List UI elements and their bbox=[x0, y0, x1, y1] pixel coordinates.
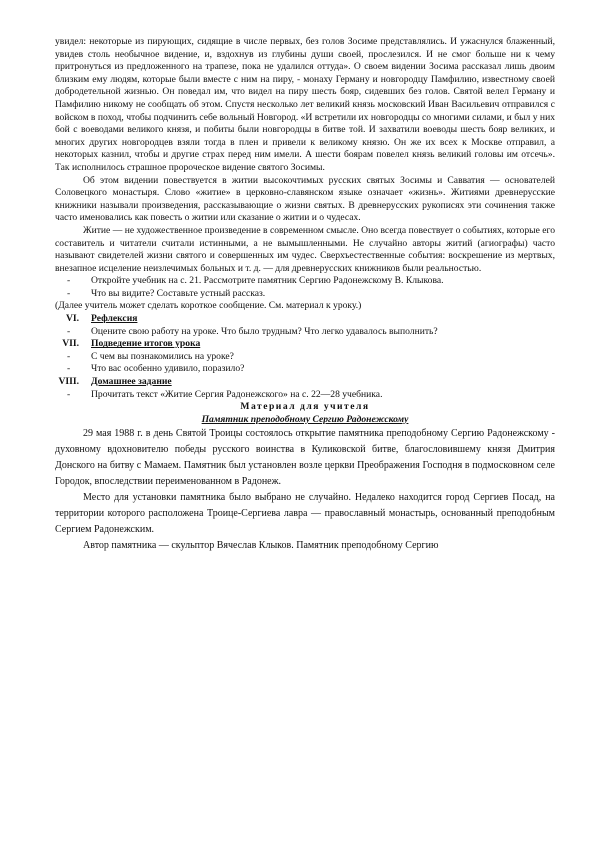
material-paragraph: Место для установки памятника было выбрано не случайно. Недалеко находится город Сергиев Посад, на территории которого расположена Троице-Сергиева лавра — православный монастырь, основанный преподобным Сергием Радонежским. bbox=[55, 492, 555, 536]
section-title: Рефлексия bbox=[91, 313, 138, 325]
section-item bbox=[55, 363, 555, 376]
dash-bullet: - bbox=[67, 287, 71, 299]
dash-bullet: - bbox=[67, 275, 71, 287]
section-item-text: Оцените свою работу на уроке. Что было трудным? Что легко удавалось выполнить? bbox=[91, 325, 438, 337]
section-item-text: Прочитать текст «Житие Сергия Радонежского» на с. 22—28 учебника. bbox=[91, 388, 383, 400]
top-text-block bbox=[55, 36, 555, 554]
dash-bullet: - bbox=[67, 388, 71, 400]
dash-bullet: - bbox=[67, 350, 71, 362]
task-text: Что вы видите? Составьте устный рассказ. bbox=[91, 287, 266, 299]
section-number: VI. bbox=[65, 313, 79, 325]
task-item bbox=[55, 275, 555, 288]
material-heading: Материал для учителя bbox=[240, 401, 370, 413]
section-item bbox=[55, 351, 555, 364]
paragraph-zhitie-nature: Житие — не художественное произведение в современном смысле. Оно всегда повествует о событиях, которые его составитель и читатели считали истинными, а не вымышленными. Не случайно авторы житий (агиографы) часто называют свидетелей жизни святого и совершенных им чудес. Сверхъестественные события: воскрешение из мертвых, внезапное исцеление неизлечимых больных и т. д. — для древнерусских книжников были реальностью. bbox=[55, 224, 555, 274]
dash-bullet: - bbox=[67, 363, 71, 375]
task-text: Откройте учебник на с. 21. Рассмотрите памятник Сергию Радонежскому В. Клыкова. bbox=[91, 275, 444, 287]
material-paragraph: Автор памятника — скульптор Вячеслав Клыков. Памятник преподобному Сергию bbox=[83, 540, 439, 552]
section-number: VII. bbox=[62, 338, 79, 350]
task-item bbox=[55, 288, 555, 301]
section-number: VIII. bbox=[58, 376, 79, 388]
section-item-text: Что вас особенно удивило, поразило? bbox=[91, 363, 245, 375]
paragraph-zhitie-definition: Об этом видении повествуется в житии высокочтимых русских святых Зосимы и Савватия — основателей Соловецкого монастыря. Слово «житие» в церковно-славянском языке означает «жизнь». Житиями древнерусские книжники называли произведения, рассказывающие о жизни святых. В древнерусских рукописях эти сочинения также часто именовались как повесть о житии или сказание о житии и о чудесах. bbox=[55, 174, 555, 224]
section-heading bbox=[55, 376, 555, 389]
section-heading bbox=[55, 338, 555, 351]
section-item-text: С чем вы познакомились на уроке? bbox=[91, 350, 234, 362]
section-heading bbox=[55, 313, 555, 326]
dash-bullet: - bbox=[67, 325, 71, 337]
material-paragraph: 29 мая 1988 г. в день Святой Троицы состоялось открытие памятника преподобному Сергию Радонежскому - духовному вдохновителю победы русского воинства в Куликовской битве, благословившему князя Дмитрия Донского на битву с Мамаем. Памятник был установлен возле церкви Преображения Господня в подмосковном селе Городок, впоследствии переименованном в Радонеж. bbox=[55, 428, 555, 488]
section-title: Домашнее задание bbox=[91, 376, 172, 388]
paragraph-zosima-vision: увидел: некоторые из пирующих, сидящие в числе первых, без голов Зосиме представлялись. И ужаснулся блаженный, увидев столь необычное видение, и, вздохнув из глубины души своей, прослезился. И не смог больше ни к чему притронуться из предложенного на трапезе, пока не удалился оттуда». О своем видении Зосима рассказал лишь двоим близким ему людям, которые были вместе с ним на пиру, - монаху Герману и новгородцу Памфилию, известному своей добродетельной жизнью. Он поведал им, что видел на пиру шесть бояр, сидевших без голов. Святой велел Герману и Памфилию никому не сообщать об этом. Спустя несколько лет великий князь московский Иван Васильевич отправился с войском в поход, чтобы подчинить себе вольный Новгород. «И встретили их новгородцы со многими силами, и был у них бой с воеводами великого князя, и побиты были новгородцы в битве той. И захватили воеводы шесть бояр великих, и многих других новгородцев взяли тогда в плен и привели к великому князю. Он же их всех к Москве отправил, а некоторых казнил, чтобы и другие страх перед ним имели. А шести боярам повелел князь великий головы им отсечь». Так исполнилось страшное пророческое видение святого Зосимы. bbox=[55, 36, 555, 173]
material-subheading: Памятник преподобному Сергию Радонежскому bbox=[201, 413, 409, 425]
section-item bbox=[55, 389, 555, 402]
material-body bbox=[55, 426, 555, 554]
teacher-note: (Далее учитель может сделать короткое сообщение. См. материал к уроку.) bbox=[55, 300, 362, 312]
section-item bbox=[55, 326, 555, 339]
section-title: Подведение итогов урока bbox=[91, 338, 201, 350]
